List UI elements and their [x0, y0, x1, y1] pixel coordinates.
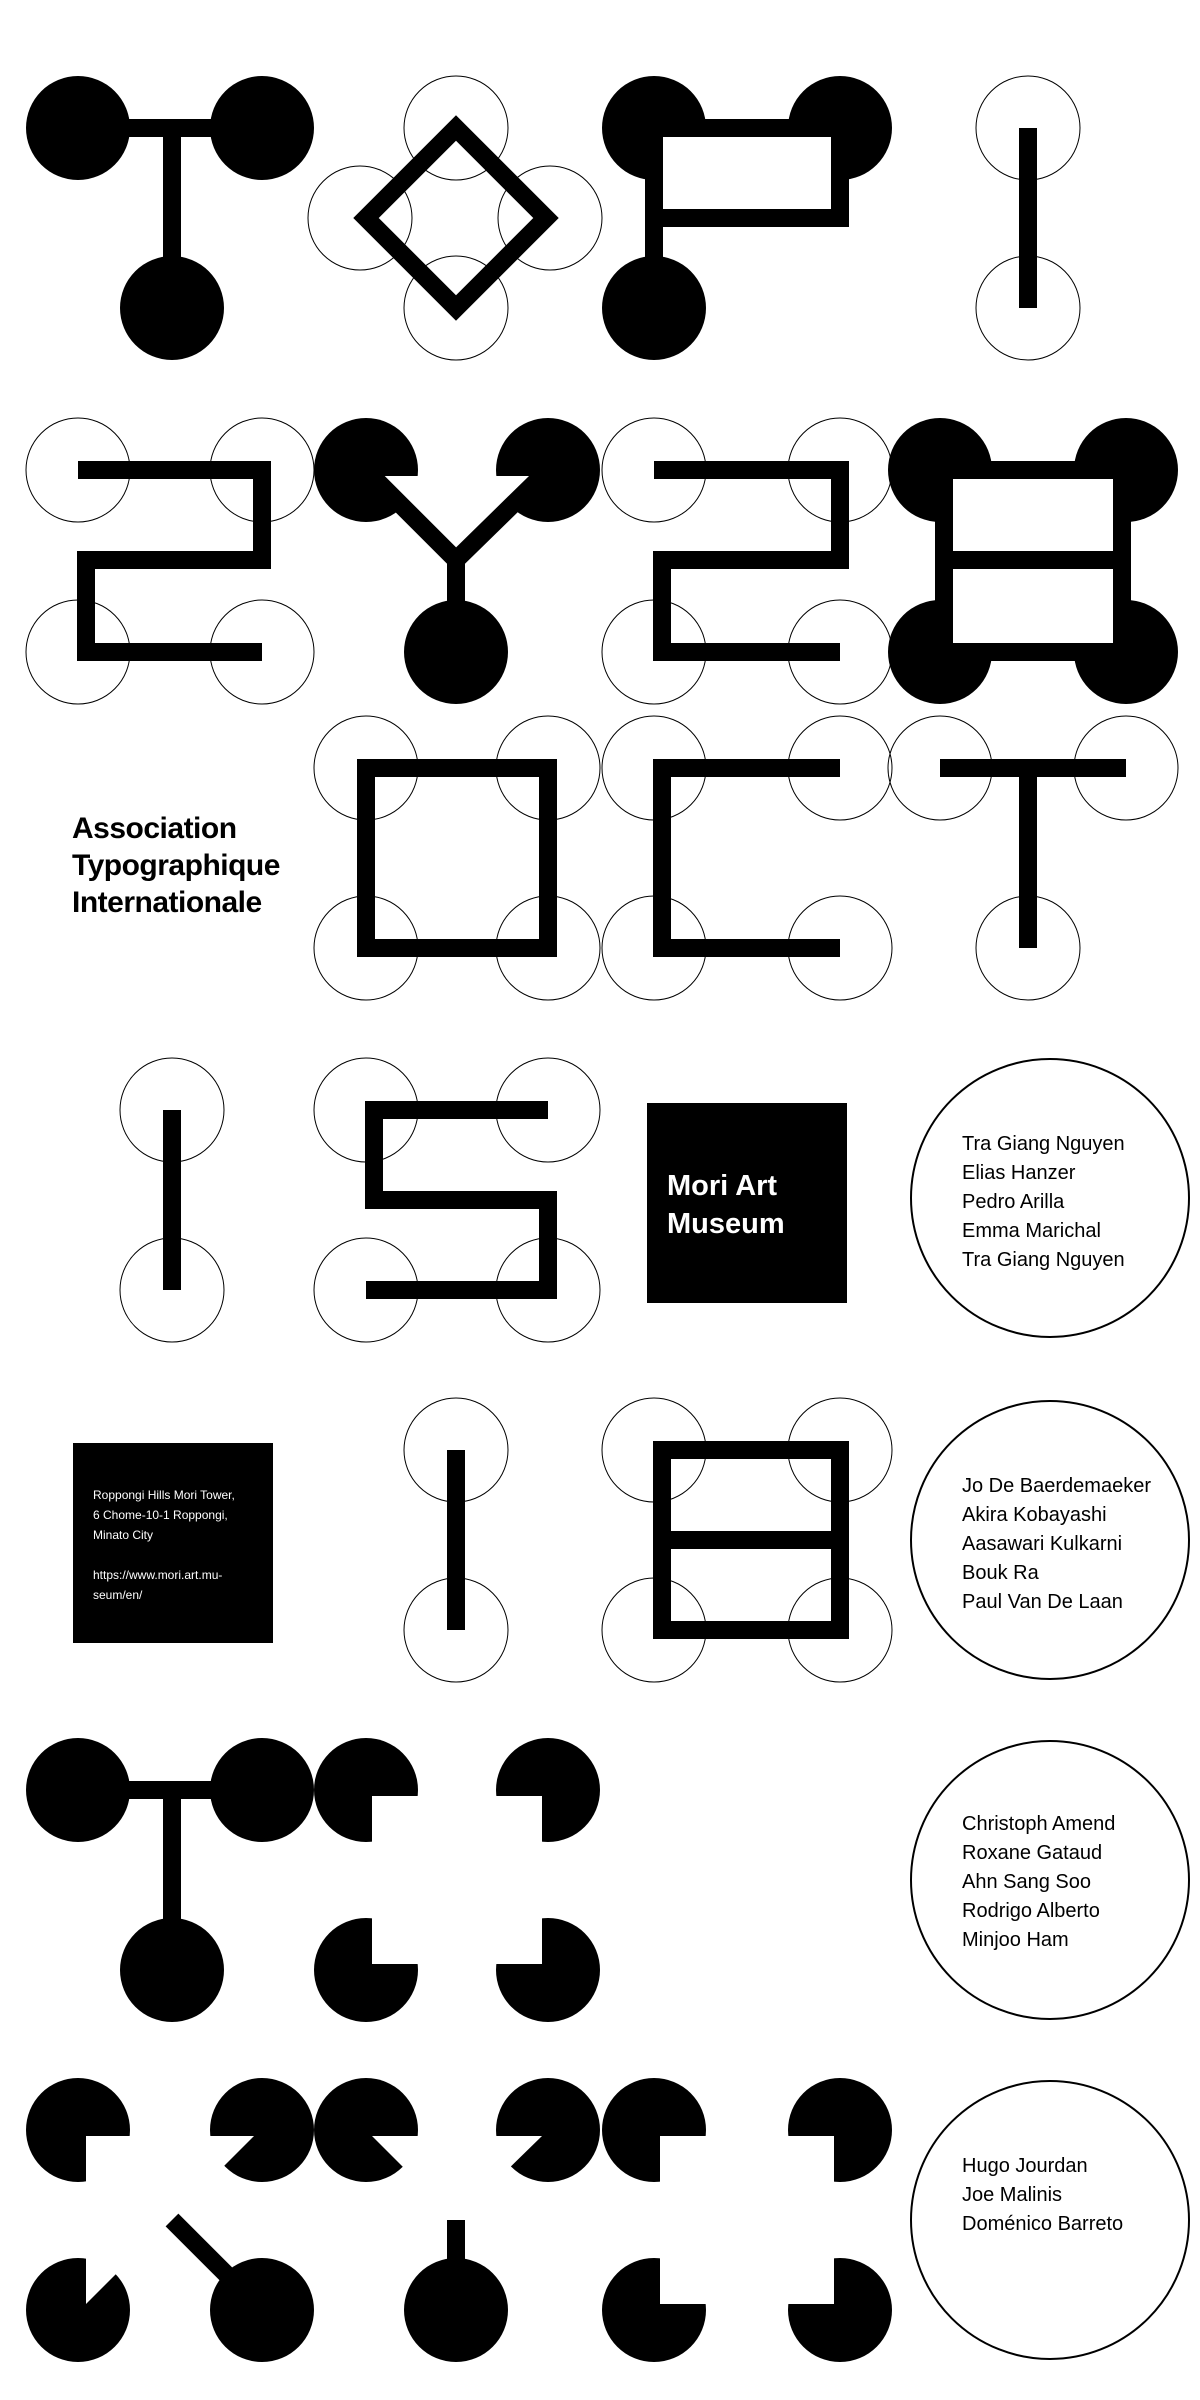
speaker-name: Christoph Amend [962, 1813, 1116, 1835]
speaker-name: Jo De Baerdemaeker [962, 1475, 1151, 1497]
association-line: Typographique [72, 849, 280, 882]
association-title [72, 810, 280, 921]
speaker-list [962, 1130, 1125, 1275]
venue-name-line: Museum [667, 1208, 785, 1240]
speaker-list [962, 1472, 1151, 1617]
venue-name [667, 1167, 785, 1243]
speaker-list [962, 2152, 1123, 2239]
speaker-name: Roxane Gataud [962, 1842, 1103, 1864]
speaker-list [962, 1810, 1115, 1955]
speaker-name: Aasawari Kulkarni [962, 1533, 1123, 1555]
association-line: Association [72, 812, 237, 845]
association-line: Internationale [72, 886, 262, 919]
speaker-name: Paul Van De Laan [962, 1591, 1123, 1613]
speaker-name: Akira Kobayashi [962, 1504, 1107, 1526]
speaker-name: Pedro Arilla [962, 1191, 1065, 1213]
website-url-continued: seum/en/ [93, 1588, 143, 1602]
speaker-name: Bouk Ra [962, 1562, 1039, 1584]
speaker-group-3 [910, 1740, 1190, 2020]
speaker-group-1 [910, 1058, 1190, 1338]
speaker-name: Emma Marichal [962, 1220, 1101, 1242]
speaker-name: Doménico Barreto [962, 2213, 1124, 2235]
speaker-name: Elias Hanzer [962, 1162, 1076, 1184]
speaker-group-4 [910, 2080, 1190, 2360]
speaker-name: Joe Malinis [962, 2184, 1063, 2206]
address-block [73, 1443, 273, 1643]
speaker-name: Rodrigo Alberto [962, 1900, 1100, 1922]
website-url: https://www.mori.art.mu- [93, 1568, 223, 1582]
speaker-name: Tra Giang Nguyen [962, 1133, 1125, 1155]
speaker-name: Ahn Sang Soo [962, 1871, 1091, 1893]
address-line: 6 Chome-10-1 Roppongi, [93, 1508, 228, 1522]
venue-name-line: Mori Art [667, 1170, 778, 1202]
address-line: Roppongi Hills Mori Tower, [93, 1488, 235, 1502]
speaker-group-2 [910, 1400, 1190, 1680]
speaker-name: Tra Giang Nguyen [962, 1249, 1125, 1271]
address-text [93, 1485, 261, 1605]
speaker-name: Hugo Jourdan [962, 2155, 1088, 2177]
address-line: Minato City [93, 1528, 154, 1542]
speaker-name: Minjoo Ham [962, 1929, 1069, 1951]
venue-block [647, 1103, 847, 1303]
